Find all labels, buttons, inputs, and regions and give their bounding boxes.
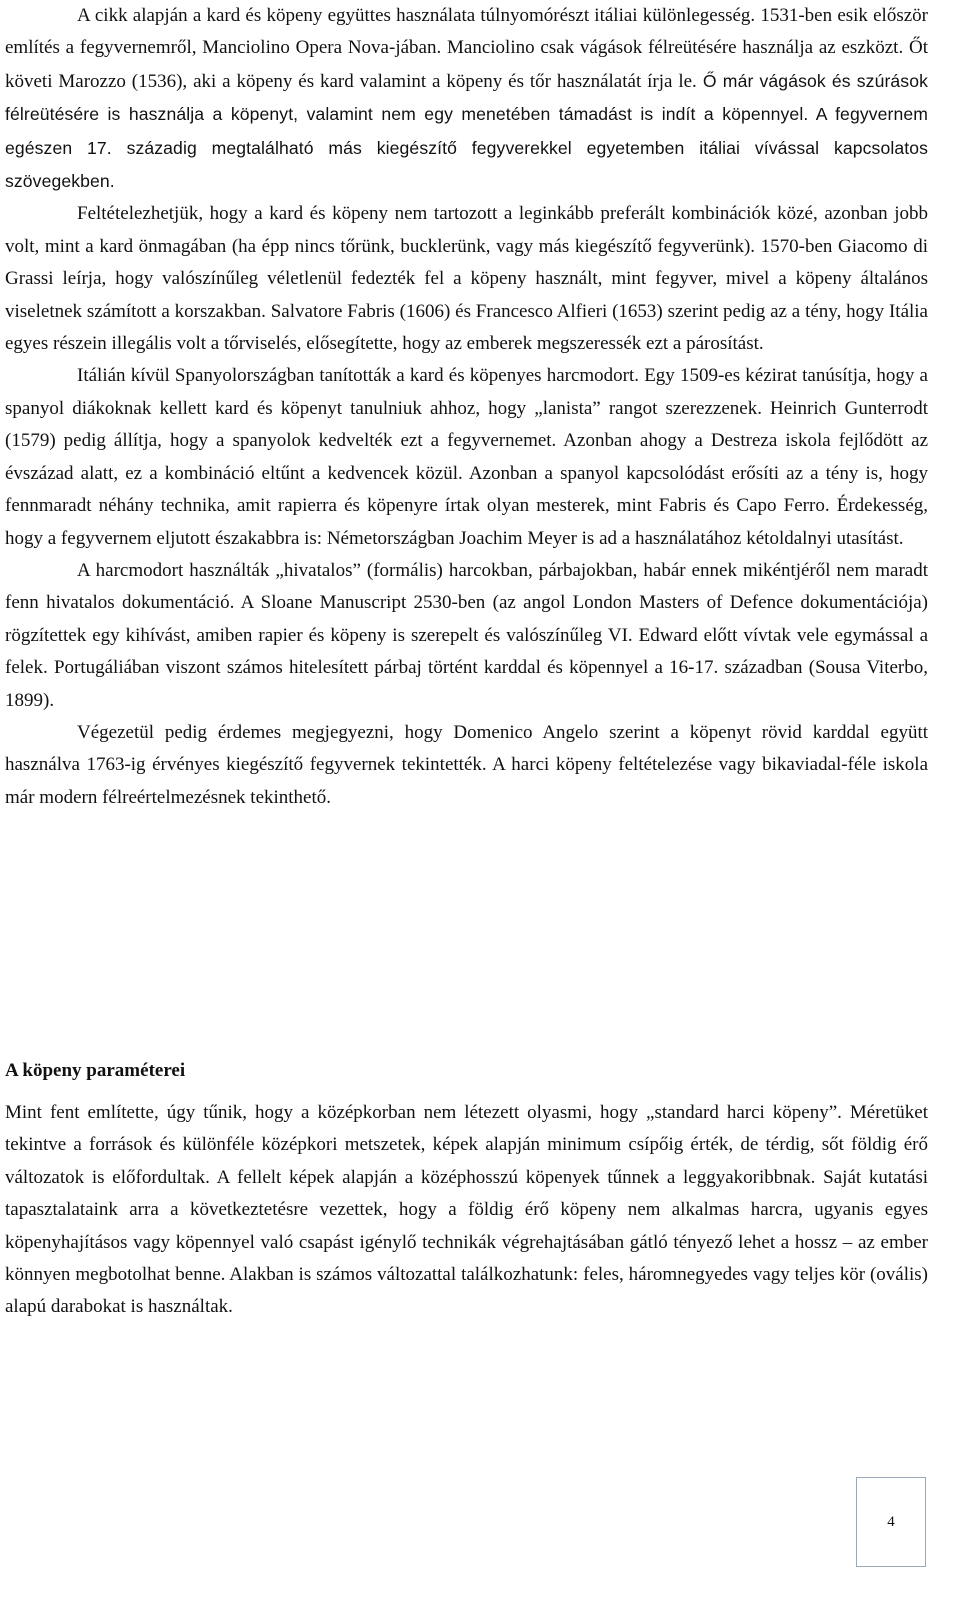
paragraph-1-lead: A cikk alapján a kard és köpeny együttes használata túlnyomórészt itáliai különlegesség. 1531-ben esik először említés a fegyvernemről, Manciolino Opera Nova-jában. Manciolino csak vágások félreütésére használja az eszközt. Őt követi Marozzo (1536), aki a köpeny és kard valamint a köpeny és tőr használatát írja le.	[5, 5, 928, 92]
paragraph-5: Végezetül pedig érdemes megjegyezni, hogy Domenico Angelo szerint a köpenyt rövid karddal együtt használva 1763-ig érvényes kiegészítő fegyvernek tekintették. A harci köpeny feltételezése vagy bikaviadal-féle iskola már modern félreértelmezésnek tekinthető.	[5, 721, 928, 808]
paragraph-2: Feltételezhetjük, hogy a kard és köpeny nem tartozott a leginkább preferált kombinációk közé, azonban jobb volt, mint a kard önmagában (ha épp nincs tőrünk, bucklerünk, vagy más kiegészítő fegyverünk). 1570-ben Giacomo di Grassi leírja, hogy valószínűleg véletlenül fedezték fel a köpeny használt, mint fegyver, mivel a köpeny általános viseletnek számított a korszakban. Salvatore Fabris (1606) és Francesco Alfieri (1653) szerint pedig az a tény, hogy Itália egyes részein illegális volt a tőrviselés, elősegítette, hogy az emberek megszeressék ezt a párosítást.	[5, 203, 928, 355]
paragraph-1-sans: Ő már vágások és szúrások félreütésére is használja a köpenyt, valamint nem egy menetében támadást is indít a köpennyel. A fegyvernem egészen 17. századig megtalálható más kiegészítő fegyverekkel egyetemben itáliai vívással kapcsolatos szövegekben.	[5, 70, 928, 192]
page-number	[856, 1477, 926, 1567]
paragraph-1	[5, 0, 928, 198]
section-heading: A köpeny paraméterei	[5, 1060, 186, 1081]
paragraph-4: A harcmodort használták „hivatalos” (formális) harcokban, párbajokban, habár ennek mikéntjéről nem maradt fenn hivatalos dokumentáció. A Sloane Manuscript 2530-ben (az angol London Masters of Defence dokumentációja) rögzítettek egy kihívást, amiben rapier és köpeny is szerepelt és valószínűleg VI. Edward előtt vívtak vele egymással a felek. Portugáliában viszont számos hitelesített párbaj történt karddal és köpennyel a 16-17. században (Sousa Viterbo, 1899).	[5, 559, 928, 711]
section-body	[5, 1097, 928, 1324]
section-paragraph: Mint fent említette, úgy tűnik, hogy a középkorban nem létezett olyasmi, hogy „standard harci köpeny”. Méretüket tekintve a források és különféle középkori metszetek, képek alapján minimum csípőig érték, de térdig, sőt földig érő változatok is előfordultak. A fellelt képek alapján a középhosszú köpenyek tűnnek a leggyakoribbnak. Saját kutatási tapasztalataink arra a következtetésre vezettek, hogy a földig érő köpeny nem alkalmas harcra, ugyanis egyes köpenyhajításos vagy köpennyel való csapást igénylő technikák végrehajtásában gátló tényező lehet a hossz – az ember könnyen megbotolhat benne. Alakban is számos változattal találkozhatunk: feles, háromnegyedes vagy teljes kör (ovális) alapú darabokat is használtak.	[5, 1102, 928, 1318]
paragraph-3: Itálián kívül Spanyolországban tanították a kard és köpenyes harcmodort. Egy 1509-es kézirat tanúsítja, hogy a spanyol diákoknak kellett kard és köpenyt tanulniuk ahhoz, hogy „lanista” rangot szerezzenek. Heinrich Gunterrodt (1579) pedig állítja, hogy a spanyolok kedvelték ezt a fegyvernemet. Azonban ahogy a Destreza iskola fejlődött az évszázad alatt, ez a kombináció eltűnt a kedvencek közül. Azonban a spanyol kapcsolódást erősíti az a tény is, hogy fennmaradt néhány technika, amit rapierra és köpenyre írtak olyan mesterek, mint Fabris és Capo Ferro. Érdekesség, hogy a fegyvernem eljutott északabbra is: Németországban Joachim Meyer is ad a használatához kétoldalnyi utasítást.	[5, 365, 928, 549]
document-page	[5, 0, 928, 1318]
page-number-label: 4	[887, 1513, 895, 1530]
